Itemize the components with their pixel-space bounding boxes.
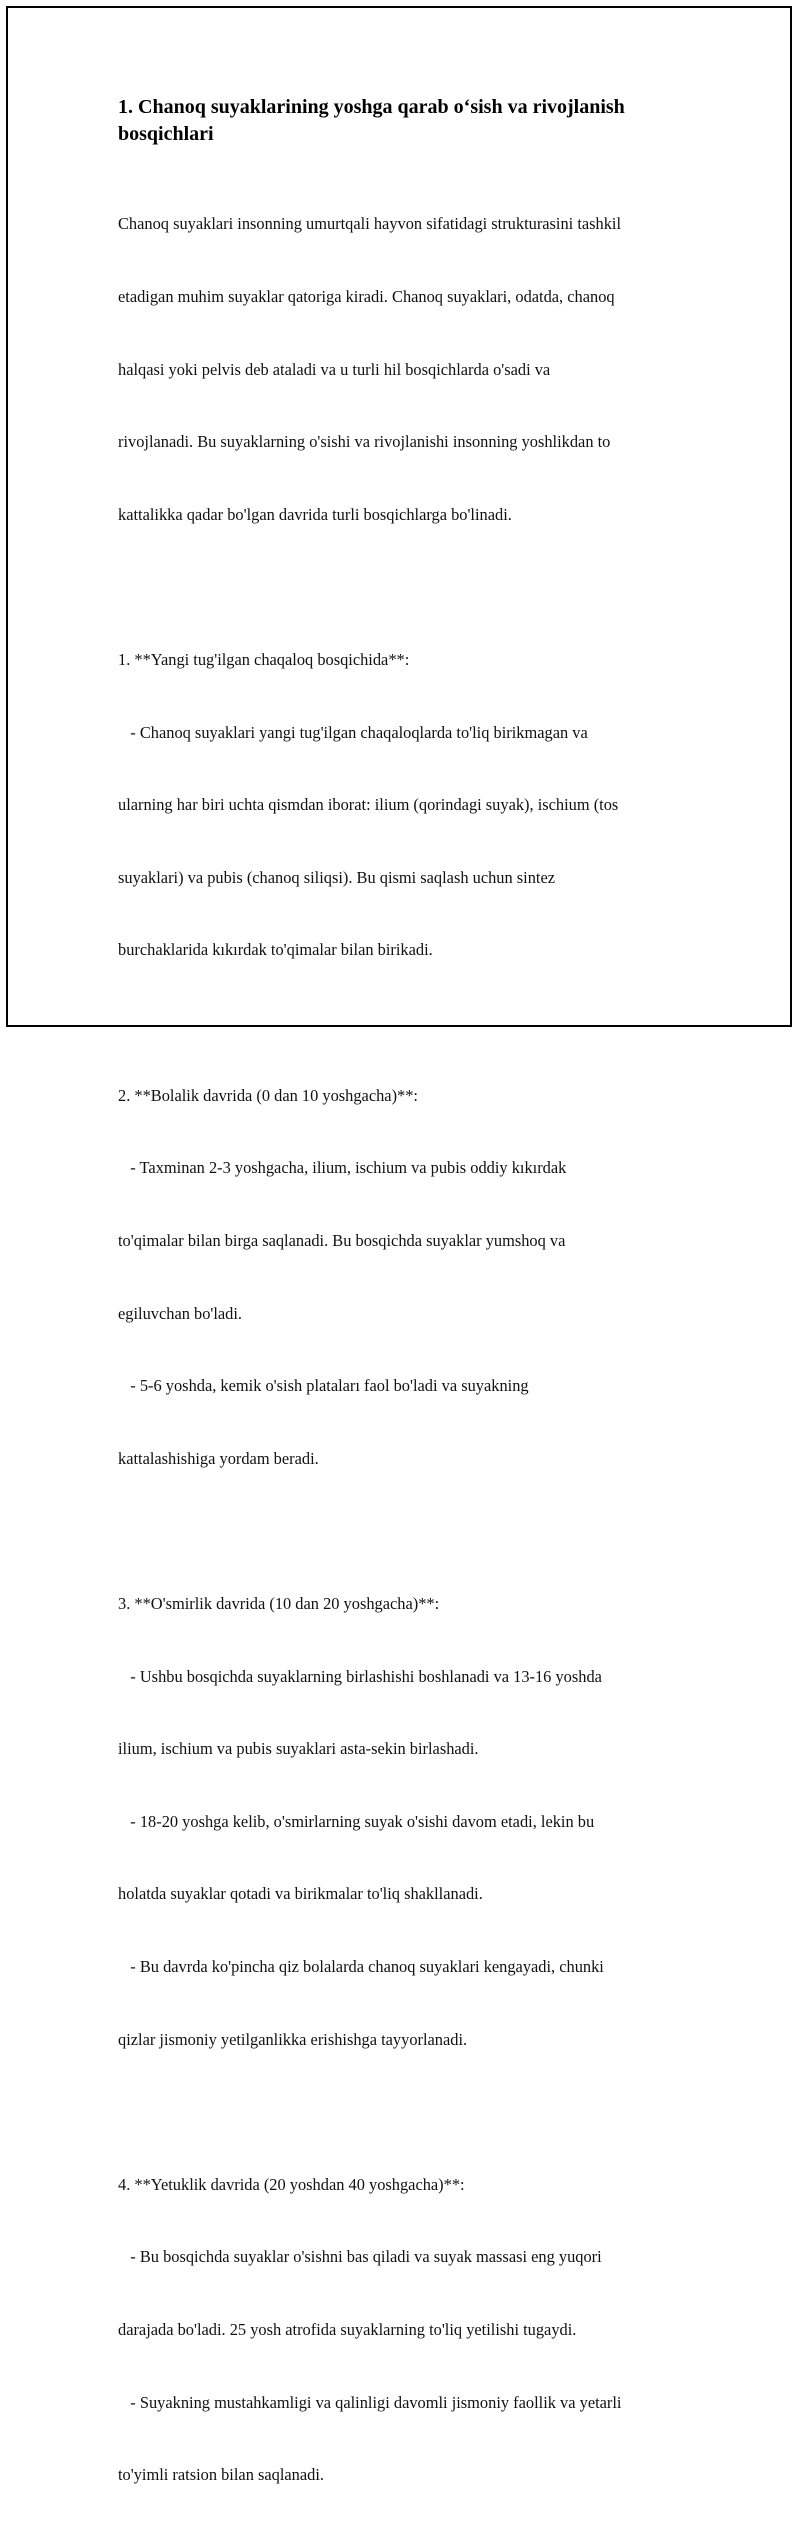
section-maturity [118, 2124, 698, 2535]
section-line: kattalashishiga yordam beradi. [118, 1448, 319, 1468]
section-line: ularning har biri uchta qismdan iborat: ilium (qorindagi suyak), ischium (tos [118, 795, 619, 815]
section-heading: 2. **Bolalik davrida (0 dan 10 yoshgacha)**: [118, 1085, 418, 1105]
section-line: - 18-20 yoshga kelib, o'smirlarning suyak o'sishi davom etadi, lekin bu [118, 1811, 595, 1831]
intro-line: etadigan muhim suyaklar qatoriga kiradi. Chanoq suyaklari, odatda, chanoq [118, 287, 615, 307]
section-line: to'yimli ratsion bilan saqlanadi. [118, 2465, 324, 2485]
section-line: - Taxminan 2-3 yoshgacha, ilium, ischium va pubis oddiy kıkırdak [118, 1158, 567, 1178]
document-body [118, 94, 698, 2536]
intro-line: Chanoq suyaklari insonning umurtqali hayvon sifatidagi strukturasini tashkil [118, 214, 622, 234]
intro-line: halqasi yoki pelvis deb ataladi va u turli hil bosqichlarda o'sadi va [118, 359, 551, 379]
section-line: burchaklarida kıkırdak to'qimalar bilan birikadi. [118, 940, 433, 960]
section-line: ilium, ischium va pubis suyaklari asta-sekin birlashadi. [118, 1739, 479, 1759]
section-line: suyaklari) va pubis (chanoq siliqsi). Bu qismi saqlash uchun sintez [118, 867, 556, 887]
section-heading: 3. **O'smirlik davrida (10 dan 20 yoshgacha)**: [118, 1593, 440, 1613]
intro-paragraph [118, 164, 698, 575]
section-line: - Chanoq suyaklari yangi tug'ilgan chaqaloqlarda to'liq birikmagan va [118, 722, 588, 742]
intro-line: rivojlanadi. Bu suyaklarning o'sishi va rivojlanishi insonning yoshlikdan to [118, 432, 611, 452]
section-line: egiluvchan bo'ladi. [118, 1303, 243, 1323]
document-title: 1. Chanoq suyaklarining yoshga qarab o‘sish va rivojlanish bosqichlari [118, 96, 625, 145]
section-line: - Bu davrda ko'pincha qiz bolalarda chanoq suyaklari kengayadi, chunki [118, 1956, 604, 1976]
section-line: - 5-6 yoshda, kemik o'sish plataları faol bo'ladi va suyakning [118, 1376, 529, 1396]
intro-line: kattalikka qadar bo'lgan davrida turli bosqichlarga bo'linadi. [118, 504, 512, 524]
section-line: - Bu bosqichda suyaklar o'sishni bas qiladi va suyak massasi eng yuqori [118, 2247, 602, 2267]
section-line: - Ushbu bosqichda suyaklarning birlashishi boshlanadi va 13-16 yoshda [118, 1666, 602, 1686]
section-heading: 4. **Yetuklik davrida (20 yoshdan 40 yoshgacha)**: [118, 2174, 465, 2194]
section-line: - Suyakning mustahkamligi va qalinligi davomli jismoniy faollik va yetarli [118, 2392, 622, 2412]
section-line: qizlar jismoniy yetilganlikka erishishga tayyorlanadi. [118, 2029, 468, 2049]
section-line: darajada bo'ladi. 25 yosh atrofida suyaklarning to'liq yetilishi tugaydi. [118, 2320, 577, 2340]
section-adolescence [118, 1544, 698, 2101]
section-childhood [118, 1035, 698, 1519]
section-heading: 1. **Yangi tug'ilgan chaqaloq bosqichida**: [118, 650, 410, 670]
section-newborn [118, 600, 698, 1011]
section-line: holatda suyaklar qotadi va birikmalar to'liq shakllanadi. [118, 1884, 483, 1904]
section-line: to'qimalar bilan birga saqlanadi. Bu bosqichda suyaklar yumshoq va [118, 1230, 566, 1250]
